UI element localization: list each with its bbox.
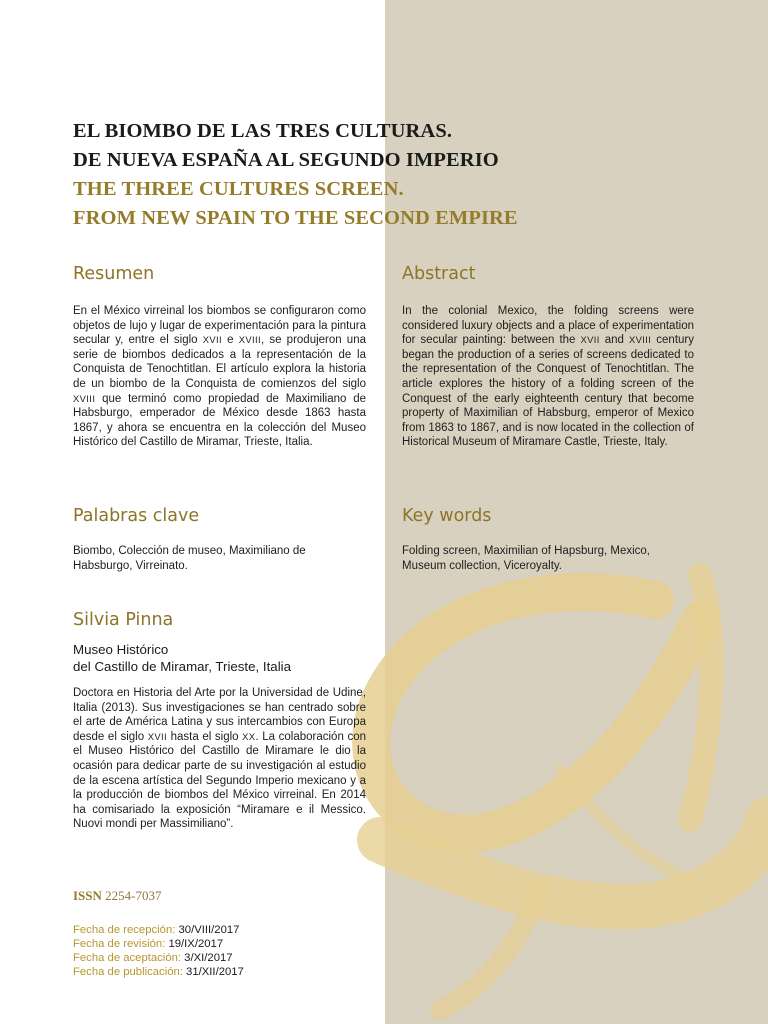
date-received (73, 923, 366, 937)
date-value: 31/XII/2017 (186, 966, 244, 978)
date-published (73, 965, 366, 979)
century-numeral: XVII (202, 334, 223, 346)
date-label: Fecha de publicación: (73, 966, 183, 978)
century-numeral: XX (242, 730, 256, 742)
title-english-line-2: FROM NEW SPAIN TO THE SECOND EMPIRE (73, 207, 518, 229)
century-numeral: XVIII (238, 334, 262, 346)
bio-text-part: . La colaboración con el Museo Histórico del Castillo de Miramare le dio la ocasión para dedicar parte de su investigación al estudio de la escena artística del Segundo Imperio mexicano y a la producción de biombos del México virreinal. En 2014 ha comisariado la exposición “Miramare e il Messico. Nuovi mondi per Massimiliano”. (73, 730, 366, 831)
abstract-heading: Abstract (402, 264, 476, 284)
abstract-text-part: century began the production of a series of screens dedicated to the representation of the Conquest of Tenochtitlan. The article explores the history of a folding screen of the Conquest of the early eighteenth century that become property of Maximilian of Habsburg, emperor of Mexico from 1863 to 1867, and is now located in the collection of Historical Museum of Miramare Castle, Trieste, Italy. (402, 334, 694, 449)
palabras-clave-heading: Palabras clave (73, 506, 200, 526)
affiliation-line-1: Museo Histórico (73, 642, 169, 657)
resumen-text-part: , se produjeron una serie de biombos dedicados a la representación de la Conquista de Tenochtitlan. El artículo explora la historia de un biombo de la Conquista de comienzos del siglo (73, 334, 366, 390)
key-words-text: Folding screen, Maximilian of Hapsburg, Mexico, Museum collection, Viceroyalty. (402, 545, 650, 572)
bio-text-part: Doctora en Historia del Arte por la Universidad de Udine, Italia (2013). Sus investigaciones se han centrado sobre el arte de América Latina y sus intercambios con Europa desde el siglo (73, 687, 366, 743)
key-words-heading: Key words (402, 506, 492, 526)
date-revised (73, 937, 366, 951)
abstract-text-part: and (599, 334, 629, 347)
date-value: 30/VIII/2017 (178, 924, 240, 936)
resumen-text-part: En el México virreinal los biombos se configuraron como objetos de lujo y lugar de experimentación para la pintura secular y, entre el siglo (73, 305, 366, 347)
issn-label: ISSN (73, 888, 102, 903)
abstract-text (402, 304, 694, 450)
abstract-text-part: In the colonial Mexico, the folding screens were considered luxury objects and a place of experimentation for secular painting: between the (402, 305, 694, 347)
century-numeral: XVIII (73, 392, 96, 404)
title-english-line-1: THE THREE CULTURES SCREEN. (73, 178, 404, 200)
author-name: Silvia Pinna (73, 610, 174, 630)
palabras-clave-text: Biombo, Colección de museo, Maximiliano de Habsburgo, Virreinato. (73, 545, 306, 572)
issn-number: 2254-7037 (105, 888, 162, 903)
century-numeral: XVII (580, 334, 600, 346)
date-accepted (73, 951, 366, 965)
date-label: Fecha de recepción: (73, 924, 176, 936)
resumen-text-part: e (222, 334, 239, 347)
date-value: 3/XI/2017 (184, 952, 233, 964)
author-bio (73, 686, 366, 832)
date-value: 19/IX/2017 (168, 938, 224, 950)
title-spanish-line-2: DE NUEVA ESPAÑA AL SEGUNDO IMPERIO (73, 149, 499, 171)
title-spanish-line-1: EL BIOMBO DE LAS TRES CULTURAS. (73, 120, 453, 142)
article-title (73, 117, 753, 233)
century-numeral: XVIII (628, 334, 652, 346)
dates-list (73, 923, 366, 979)
affiliation-line-2: del Castillo de Miramar, Trieste, Italia (73, 659, 292, 674)
bio-text-part: hasta el siglo (167, 730, 243, 743)
resumen-text-part: que terminó como propiedad de Maximiliano de Habsburgo, emperador de México desde 1863 hasta 1867, y ahora se encuentra en la colección del Museo Histórico del Castillo de Miramar, Trieste, Italia. (73, 392, 366, 449)
century-numeral: XVII (147, 730, 168, 742)
resumen-heading: Resumen (73, 264, 155, 284)
issn (73, 888, 366, 904)
author-affiliation (73, 641, 366, 675)
resumen-text (73, 304, 366, 450)
date-label: Fecha de aceptación: (73, 952, 182, 964)
date-label: Fecha de revisión: (73, 938, 166, 950)
